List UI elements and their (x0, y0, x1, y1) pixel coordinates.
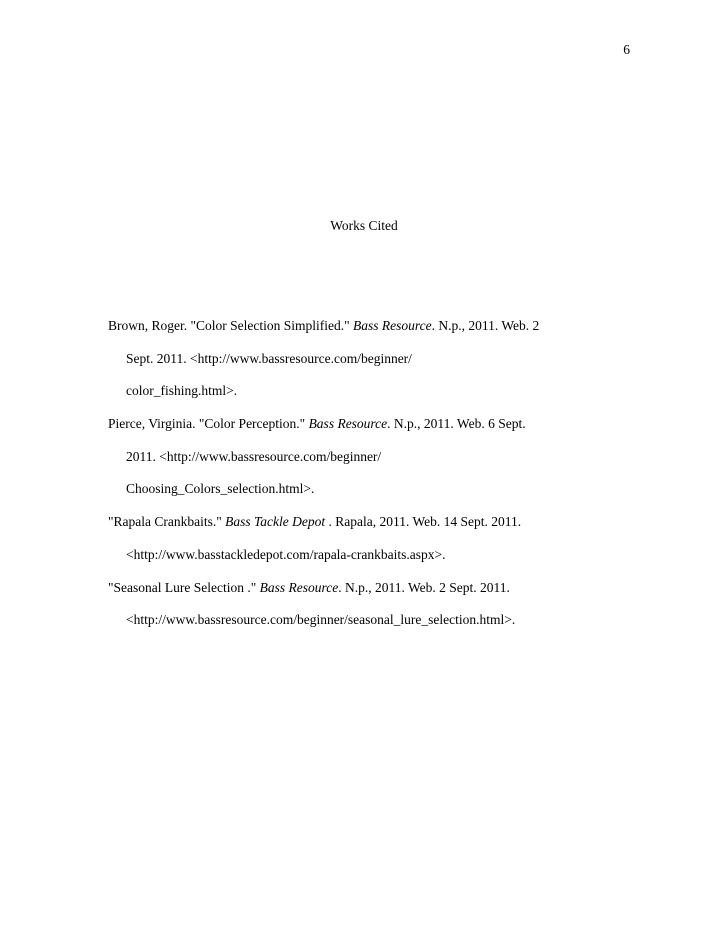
citation-text: . Rapala, 2011. Web. 14 Sept. 2011. (325, 514, 522, 530)
works-cited-heading: Works Cited (330, 218, 398, 233)
citation-text: <http://www.basstackledepot.com/rapala-crankbaits.aspx>. (126, 546, 446, 562)
citation-line (108, 447, 578, 480)
citation-text: Pierce, Virginia. "Color Perception." (108, 416, 309, 432)
citation-line (108, 479, 578, 512)
citation-text: 2011. <http://www.bassresource.com/beginner/ (126, 448, 382, 464)
citation-entry (108, 316, 578, 414)
citation-text: . N.p., 2011. Web. 2 (431, 318, 540, 333)
citation-text: "Seasonal Lure Selection ." (108, 579, 260, 595)
citation-line (108, 316, 578, 349)
citation-line (108, 578, 578, 611)
citation-text: . N.p., 2011. Web. 6 Sept. (387, 416, 526, 432)
citation-text: Brown, Roger. "Color Selection Simplified." (108, 318, 354, 333)
citation-text: Choosing_Colors_selection.html>. (126, 481, 315, 497)
citation-source-title: Bass Resource (353, 318, 432, 333)
citation-entry (108, 512, 578, 577)
citation-source-title: Bass Resource (259, 579, 339, 595)
citation-line (108, 414, 578, 447)
citation-line (108, 610, 578, 643)
page-number: 6 (623, 42, 630, 57)
citation-text: . N.p., 2011. Web. 2 Sept. 2011. (338, 579, 510, 595)
citation-entry (108, 578, 578, 643)
citation-text: Sept. 2011. <http://www.bassresource.com/beginner/ (126, 350, 412, 366)
citation-source-title: Bass Tackle Depot (225, 514, 326, 530)
citation-text: <http://www.bassresource.com/beginner/seasonal_lure_selection.html>. (126, 612, 516, 628)
citation-source-title: Bass Resource (308, 416, 388, 432)
citation-line (108, 349, 578, 382)
citation-text: color_fishing.html>. (126, 383, 238, 399)
citation-line (108, 545, 578, 578)
citation-line (108, 512, 578, 545)
works-cited-list (108, 316, 578, 643)
page-title (0, 218, 728, 234)
citation-entry (108, 414, 578, 512)
citation-line (108, 381, 578, 414)
citation-text: "Rapala Crankbaits." (108, 514, 226, 530)
